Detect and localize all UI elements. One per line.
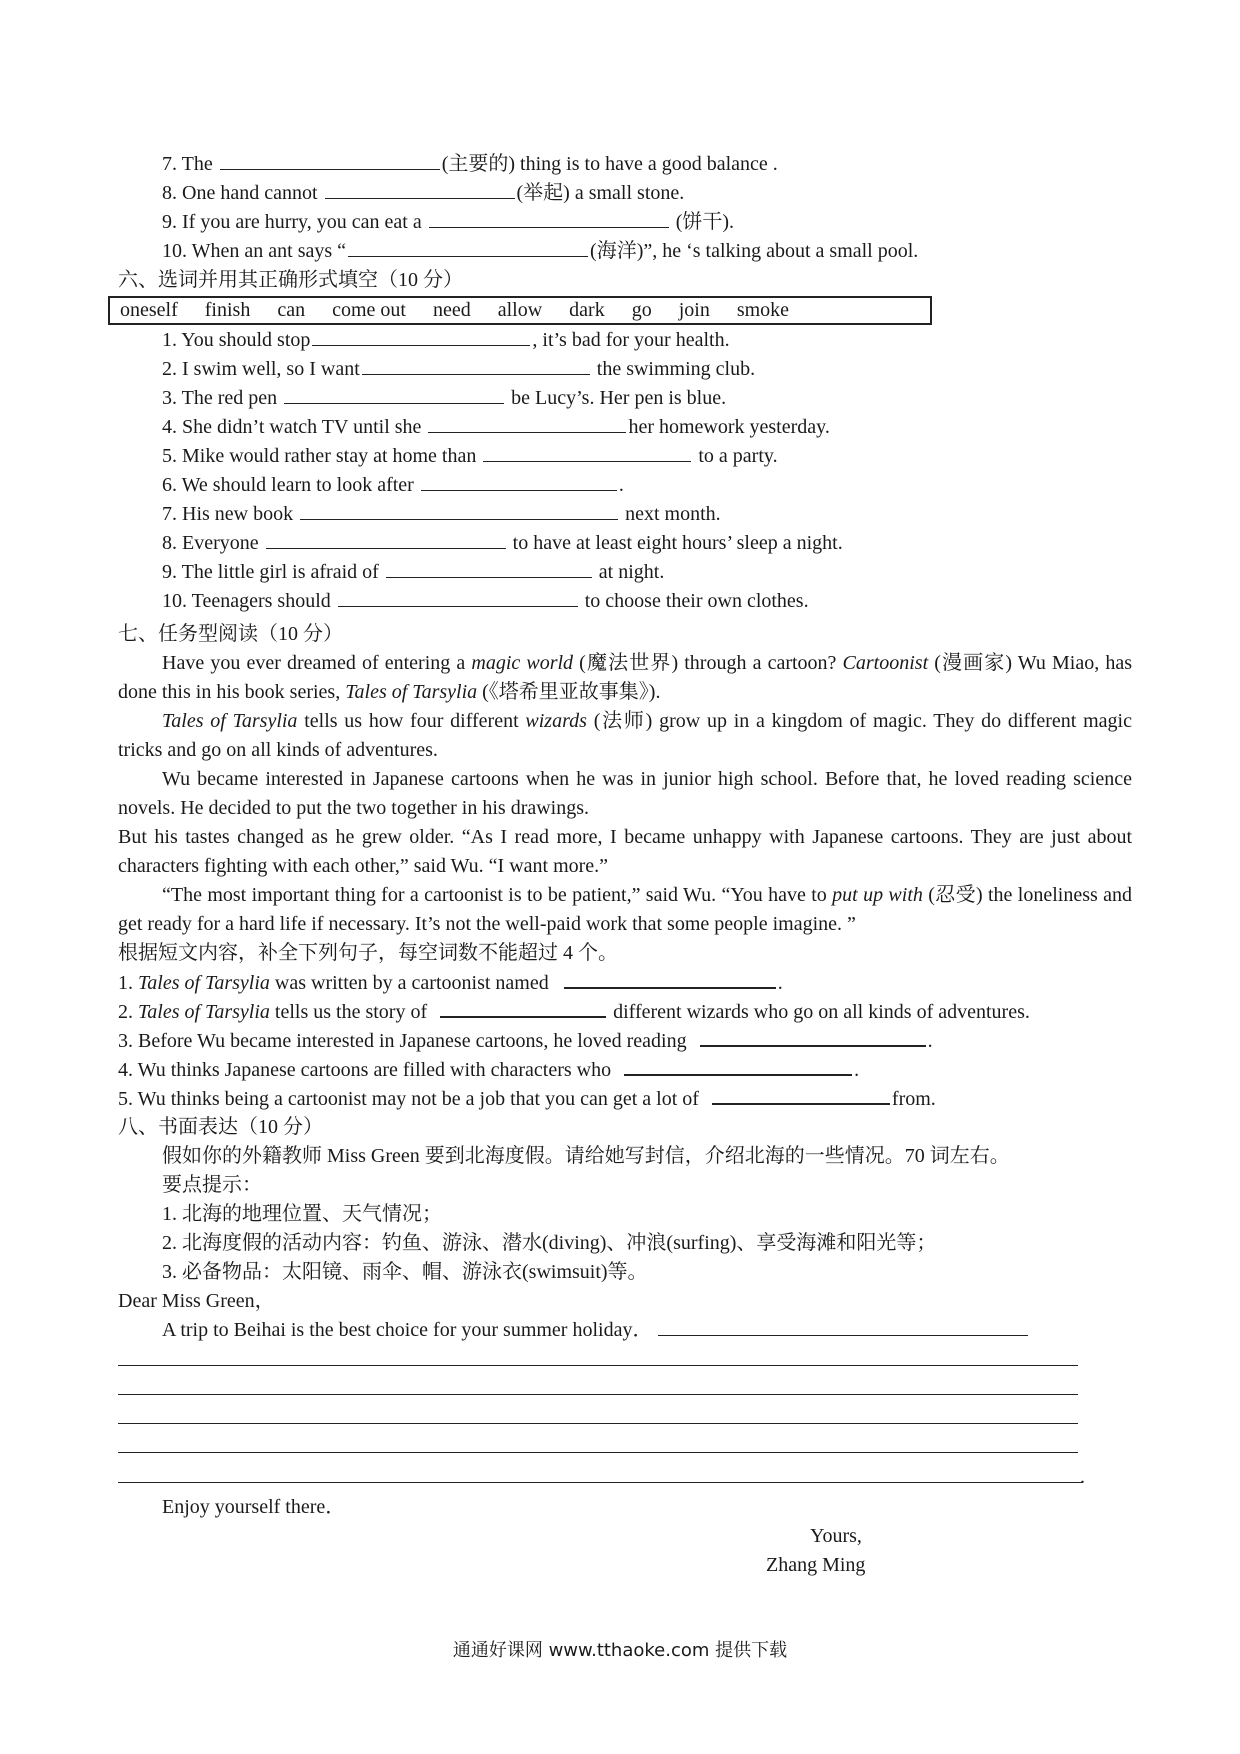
word-form-item [162,327,730,353]
task-question-3: 3. Before Wu became interested in Japanese cartoons, he loved reading . [118,1027,933,1053]
word-form-item-text: to a party. [693,445,778,467]
letter-signoff: Yours, [810,1525,862,1547]
word-bank-word: allow [497,299,543,321]
letter-salutation: Dear Miss Green， [118,1290,275,1312]
writing-line[interactable] [118,1365,1078,1366]
word-bank-word: dark [569,299,605,321]
word-form-item-text: her homework yesterday. [628,416,830,438]
passage-paragraph-2: Tales of Tarsylia tells us how four different wizards (法师) grow up in a kingdom of magic. They do different magic tricks and go on all kinds of adventures. [118,710,1132,761]
answer-blank[interactable] [300,501,618,520]
word-form-item-text: next month. [620,503,721,525]
word-form-item-text: 9. The little girl is afraid of [162,561,384,583]
word-bank-word: join [678,299,710,321]
fill-in-item-text: 9. If you are hurry, you can eat a [162,211,427,233]
word-form-item-text: 3. The red pen [162,387,283,409]
hint-item: 2. 北海度假的活动内容：钓鱼、游泳、潜水(diving)、冲浪(surfing)、享受海滩和阳光等； [162,1232,937,1254]
word-form-item [162,530,843,556]
word-form-item-text: 7. His new book [162,503,299,525]
word-form-item-text: to have at least eight hours’ sleep a night. [507,532,843,554]
word-form-item-text: 6. We should learn to look after [162,474,419,496]
fill-in-item-text: (主要的) thing is to have a good balance . [441,153,778,175]
answer-blank[interactable] [362,356,590,375]
writing-prompt: 假如你的外籍教师 Miss Green 要到北海度假。请给她写封信，介绍北海的一些情况。70 词左右。 [162,1145,1010,1167]
word-bank-box [108,296,932,325]
hint-label: 要点提示： [162,1174,262,1196]
word-form-item-text: 5. Mike would rather stay at home than [162,445,482,467]
answer-blank[interactable] [266,530,506,549]
word-form-item [162,501,721,527]
fill-in-item-text: (举起) a small stone. [516,182,685,204]
answer-blank[interactable] [483,443,691,462]
word-bank-word: finish [204,299,251,321]
task-question-5: 5. Wu thinks being a cartoonist may not be a job that you can get a lot of from. [118,1085,936,1111]
fill-in-item-text: 10. When an ant says “ [162,240,347,262]
answer-blank[interactable] [325,180,515,199]
word-form-item-text: , it’s bad for your health. [532,329,730,351]
writing-line[interactable] [118,1452,1078,1453]
word-form-item-text: 2. I swim well, so I want [162,358,360,380]
passage-paragraph-3: Wu became interested in Japanese cartoons when he was in junior high school. Before that, he loved reading science novels. He decided to put the two together in his drawings. [118,768,1132,819]
fill-in-item-text: (饼干). [670,211,735,233]
word-form-item [162,443,778,469]
letter-opening: A trip to Beihai is the best choice for your summer holiday． [162,1317,1030,1343]
answer-blank[interactable] [429,209,669,228]
word-form-item [162,559,664,585]
writing-line[interactable] [118,1394,1078,1395]
word-bank-word: oneself [120,299,178,321]
word-form-item-text: 8. Everyone [162,532,264,554]
word-form-item-text: 10. Teenagers should [162,590,336,612]
fill-in-item [162,180,684,206]
word-form-item-text: . [618,474,624,496]
task-question-1: 1. Tales of Tarsylia was written by a cartoonist named . [118,969,783,995]
passage-paragraph-4: But his tastes changed as he grew older. “As I read more, I became unhappy with Japanese cartoons. They are just about characters fighting with each other,” said Wu. “I want more.” [118,826,1132,877]
fill-in-item-text: 7. The [162,153,218,175]
word-form-item-text: 1. You should stop [162,329,311,351]
word-bank-word: come out [332,299,406,321]
writing-end-period: . [1080,1466,1085,1488]
section6-heading: 六、选词并用其正确形式填空（10 分） [118,269,463,291]
word-form-item-text: the swimming club. [591,358,756,380]
word-form-item [162,414,830,440]
letter-closing: Enjoy yourself there． [162,1496,346,1518]
word-form-item-text: 4. She didn’t watch TV until she [162,416,427,438]
answer-blank[interactable] [312,327,530,346]
section7-heading: 七、任务型阅读（10 分） [118,623,343,645]
hint-item: 1. 北海的地理位置、天气情况； [162,1203,442,1225]
task-instruction: 根据短文内容，补全下列句子，每空词数不能超过 4 个。 [118,942,618,964]
answer-blank[interactable] [428,414,626,433]
word-form-item [162,472,624,498]
task-question-2: 2. Tales of Tarsylia tells us the story of different wizards who go on all kinds of adventures. [118,998,1030,1024]
passage-paragraph-1: Have you ever dreamed of entering a magic world (魔法世界) through a cartoon? Cartoonist (漫画家) Wu Miao, has done this in his book series, Tales of Tarsylia (《塔希里亚故事集》). [118,652,1133,703]
fill-in-item-text: (海洋)”, he ‘s talking about a small pool. [590,240,919,262]
fill-in-item [162,238,918,264]
answer-blank[interactable] [220,151,440,170]
word-form-item [162,356,755,382]
answer-blank[interactable] [338,588,578,607]
word-form-item-text: at night. [593,561,665,583]
answer-blank[interactable] [284,385,504,404]
letter-signature: Zhang Ming [766,1554,866,1576]
word-form-item [162,588,809,614]
passage-paragraph-5: “The most important thing for a cartoonist is to be patient,” said Wu. “You have to put up with (忍受) the loneliness and get ready for a hard life if necessary. It’s not the well-paid work that some people imagine. ” [118,884,1133,935]
word-bank-word: go [631,299,652,321]
word-bank-word: need [432,299,471,321]
hint-item: 3. 必备物品：太阳镜、雨伞、帽、游泳衣(swimsuit)等。 [162,1261,648,1283]
fill-in-item [162,209,734,235]
word-bank-word: can [277,299,306,321]
writing-line[interactable] [118,1423,1078,1424]
word-form-item [162,385,726,411]
answer-blank[interactable] [386,559,592,578]
word-form-item-text: be Lucy’s. Her pen is blue. [506,387,727,409]
word-bank-word: smoke [736,299,790,321]
fill-in-item [162,151,778,177]
task-question-4: 4. Wu thinks Japanese cartoons are filled with characters who . [118,1056,859,1082]
writing-line[interactable] [118,1482,1082,1483]
answer-blank[interactable] [421,472,617,491]
word-form-item-text: to choose their own clothes. [579,590,809,612]
section8-heading: 八、书面表达（10 分） [118,1116,323,1138]
fill-in-item-text: 8. One hand cannot [162,182,323,204]
answer-blank[interactable] [348,238,588,257]
page-footer: 通通好课网 www.tthaoke.com 提供下载 [452,1640,788,1661]
